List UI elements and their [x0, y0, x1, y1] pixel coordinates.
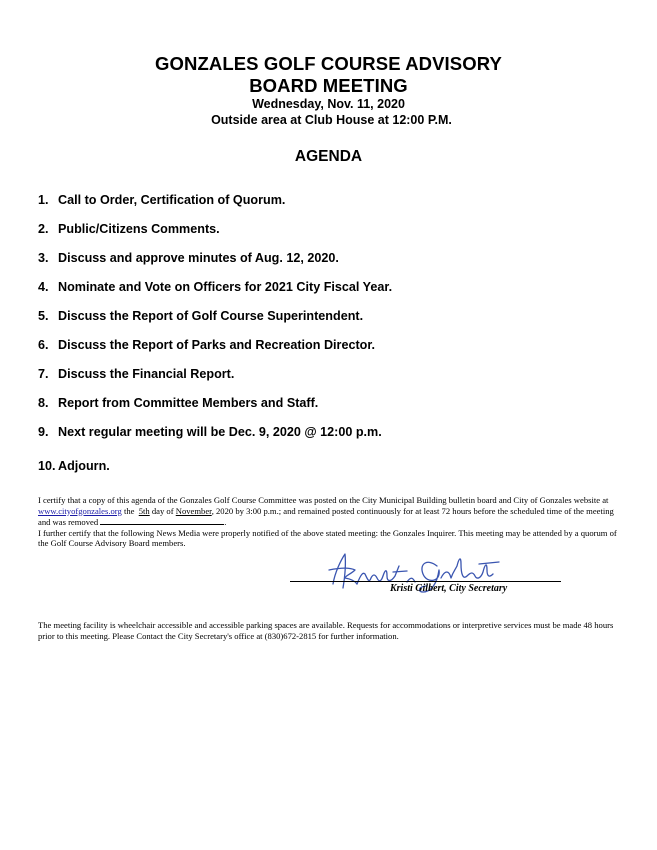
certification-statement [38, 495, 624, 549]
meeting-location: Outside area at Club House at 12:00 P.M. [211, 113, 452, 127]
meeting-date: Wednesday, Nov. 11, 2020 [252, 97, 405, 111]
agenda-item [38, 458, 110, 474]
agenda-item [38, 308, 363, 324]
agenda-item-text: Discuss the Financial Report. [58, 367, 235, 381]
posting-day: 5th [138, 505, 150, 516]
posting-certification [38, 495, 624, 528]
agenda-item-number: 8. [38, 396, 49, 410]
agenda-item-number: 10. [38, 459, 56, 473]
agenda-item-text: Discuss the Report of Parks and Recreation Director. [58, 338, 376, 352]
agenda-item-text: Nominate and Vote on Officers for 2021 City Fiscal Year. [58, 280, 393, 294]
agenda-item-text: Next regular meeting will be Dec. 9, 2020 @ 12:00 p.m. [58, 425, 382, 439]
agenda-item-text: Report from Committee Members and Staff. [58, 396, 319, 410]
agenda-item [38, 424, 382, 440]
certification-text: I certify that a copy of this agenda of the Gonzales Golf Course Committee was posted on the City Municipal Building bulletin board and City of Gonzales website at [38, 495, 609, 505]
document-title-line1: GONZALES GOLF COURSE ADVISORY [155, 53, 502, 74]
agenda-item-number: 9. [38, 425, 49, 439]
city-website-link[interactable]: www.cityofgonzales.org [38, 505, 122, 516]
accessibility-notice: The meeting facility is wheelchair accessible and accessible parking spaces are available. Requests for accommodations or interpretive services must be made 48 hours prior to this meeting. Please Contact the City Secretary's office at (830)672-2815 for further information. [38, 620, 614, 641]
agenda-item [38, 221, 220, 237]
signatory-name: Kristi Gilbert, City Secretary [390, 583, 508, 594]
agenda-item [38, 366, 234, 382]
certification-text: the [123, 505, 135, 516]
agenda-item-text: Call to Order, Certification of Quorum. [58, 193, 286, 207]
agenda-item-text: Discuss the Report of Golf Course Superintendent. [58, 309, 364, 323]
agenda-item-text: Adjourn. [58, 459, 110, 473]
media-notification: I further certify that the following News Media were properly notified of the above stated meeting: the Gonzales Inquirer. This meeting may be attended by a quorum of the Golf Course Advisory Board members. [38, 527, 617, 548]
agenda-item [38, 250, 339, 266]
agenda-item [38, 395, 318, 411]
signature-line [290, 581, 561, 582]
document-title-line2: BOARD MEETING [249, 75, 408, 96]
agenda-item-number: 2. [38, 222, 49, 236]
agenda-item-text: Public/Citizens Comments. [58, 222, 220, 236]
agenda-item-number: 3. [38, 251, 49, 265]
agenda-item-text: Discuss and approve minutes of Aug. 12, 2020. [58, 251, 339, 265]
certification-text: , 2020 by 3:00 p.m.; and remained posted continuously for at least 72 hours before the scheduled time of the meeting and was removed [38, 505, 614, 527]
agenda-item-number: 4. [38, 280, 49, 294]
certification-text: day of [151, 505, 174, 516]
agenda-item-number: 1. [38, 193, 49, 207]
removal-date-blank [100, 516, 227, 527]
certification-text: . [224, 517, 227, 527]
agenda-heading: AGENDA [294, 148, 363, 165]
posting-month: November [175, 505, 212, 516]
agenda-item [38, 192, 285, 208]
agenda-item-number: 7. [38, 367, 49, 381]
agenda-item-number: 5. [38, 309, 49, 323]
agenda-item [38, 279, 392, 295]
agenda-item-number: 6. [38, 338, 49, 352]
agenda-item [38, 337, 375, 353]
